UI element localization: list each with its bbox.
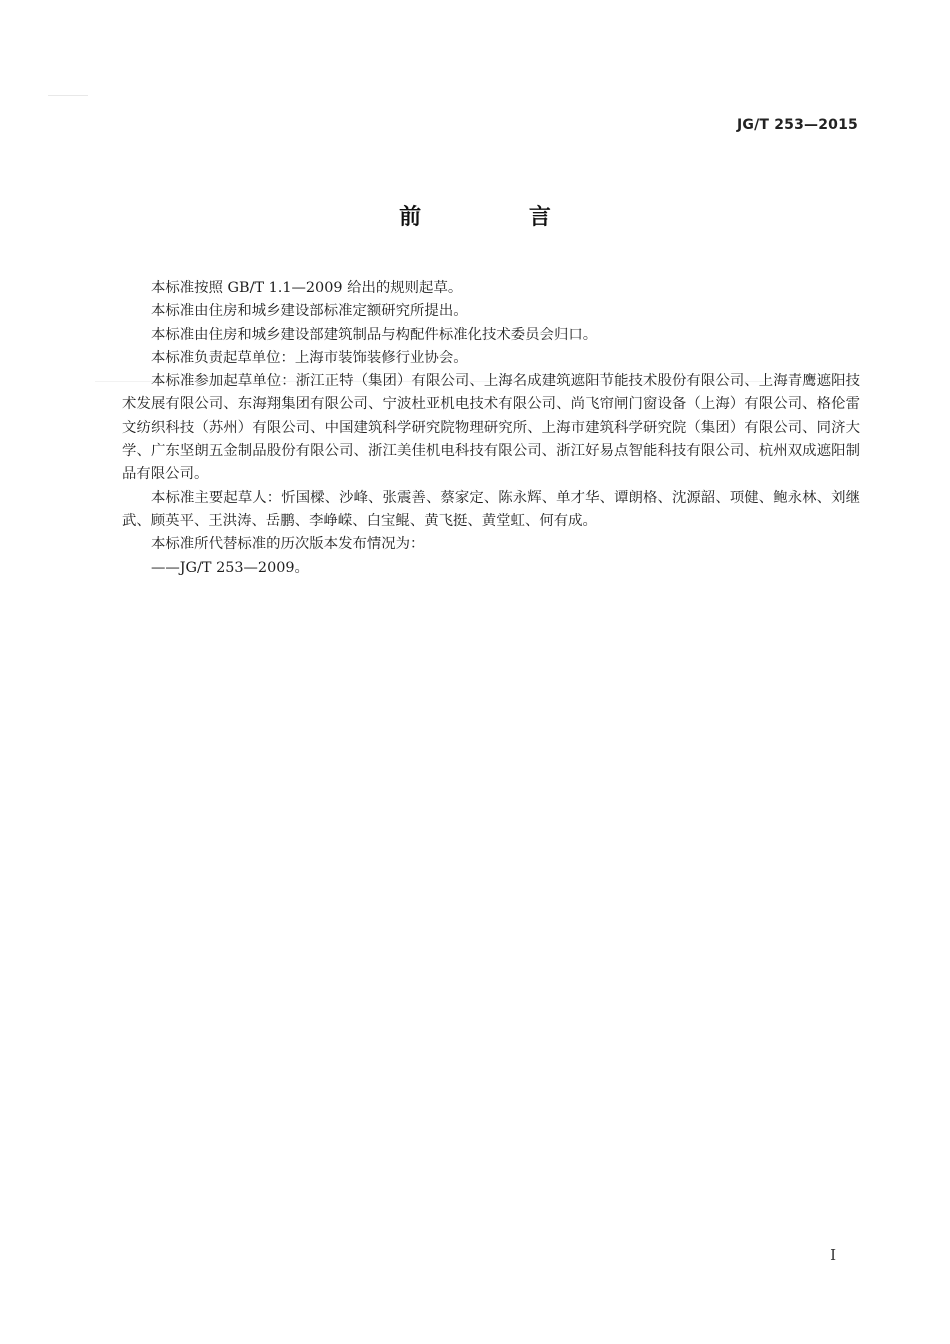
page-title: 前 言 — [399, 205, 601, 230]
paragraph-version-item: ——JG/T 253—2009。 — [151, 559, 309, 576]
paragraph-proposer: 本标准由住房和城乡建设部标准定额研究所提出。 — [151, 303, 468, 320]
standard-code: JG/T 253—2015 — [736, 117, 858, 133]
foreword-body — [122, 277, 860, 580]
paragraph-main-drafters: 本标准主要起草人：忻国樑、沙峰、张震善、蔡家定、陈永辉、单才华、谭朗格、沈源韶、项健、鲍永林、刘继武、顾英平、王洪涛、岳鹏、李峥嵘、白宝鲲、黄飞挺、黄堂虹、何有成。 — [122, 489, 860, 529]
paragraph-centralized: 本标准由住房和城乡建设部建筑制品与构配件标准化技术委员会归口。 — [151, 326, 598, 343]
scan-artifact — [48, 95, 88, 96]
paragraph-drafting-rules: 本标准按照 GB/T 1.1—2009 给出的规则起草。 — [151, 280, 463, 296]
page-number: I — [830, 1246, 836, 1264]
paragraph-previous-versions: 本标准所代替标准的历次版本发布情况为： — [151, 536, 425, 553]
paragraph-participating-drafters: 本标准参加起草单位：浙江正特（集团）有限公司、上海名成建筑遮阳节能技术股份有限公司、上海青鹰遮阳技术发展有限公司、东海翔集团有限公司、宁波杜亚机电技术有限公司、尚飞帘闸门窗设备（上海）有限公司、格伦雷文纺织科技（苏州）有限公司、中国建筑科学研究院物理研究所、上海市建筑科学研究院（集团）有限公司、同济大学、广东坚朗五金制品股份有限公司、浙江美佳机电科技有限公司、浙江好易点智能科技有限公司、杭州双成遮阳制品有限公司。 — [122, 373, 860, 483]
paragraph-responsible-drafter: 本标准负责起草单位：上海市装饰装修行业协会。 — [151, 349, 468, 366]
